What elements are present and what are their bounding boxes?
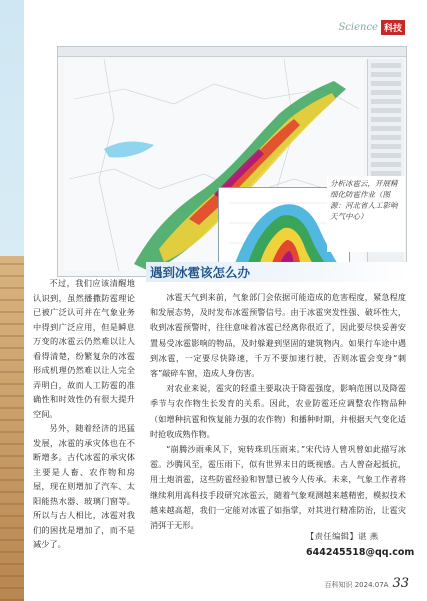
- section-label-cn: 科技: [381, 20, 405, 35]
- page-footer: [324, 576, 409, 591]
- article-body: [150, 290, 406, 533]
- figure-caption: 分析冰雹云，开展精细化防雹作业（图源：河北省人工影响天气中心）: [327, 176, 405, 252]
- article-paragraph-2: 对农业来说，雹灾的轻重主要取决于降雹强度，影响范围以及降雹季节与农作物生长发育的关系。因此，农业防雹还应调整农作物品种（如增种抗雹和恢复能力强的农作物）和播种时期，并根据天气变化适时抢收成熟作物。: [150, 383, 406, 439]
- responsible-editor: 【责任编辑】谌 燕: [306, 531, 379, 541]
- editor-email: 644245518@qq.com: [306, 547, 415, 558]
- city-wall-image: [0, 256, 24, 601]
- article-paragraph-3: “崩腾沙雨乘风下，宛转珠玑压雨来。”宋代诗人曾巩曾如此描写冰雹。沙腾风至，雹压雨下，似有世界末日的既视感。古人曾奋起抵抗，用土炮消雹，这些防雹经验和智慧已被今人传承。未来，气象工作者将继续利用高科技手段研究冰雹云，随着气象观测越来越精密，模拟技术越来越高超，我们一定能对冰雹了如指掌，对其进行精准防治，让雹灾消弭于无形。: [150, 444, 406, 531]
- decorative-photo-strip: [0, 0, 24, 601]
- article-section-title: 遇到冰雹该怎么办: [150, 265, 251, 280]
- left-paragraph-1: 不过，我们应该清醒地认识到，虽然播撒防雹理论已被广泛认可并在气象业务中得到广泛应用，但是瞬息万变的冰雹云仍然难以让人看得清楚，纷繁复杂的冰雹形成机理仍然难以让人完全弄明白，故而人工防雹的准确性和时效性仍有很大提升空间。: [33, 278, 135, 419]
- page-number: 33: [392, 576, 409, 591]
- magazine-issue: 百科知识 2024.07A: [324, 581, 389, 589]
- left-column: [33, 276, 135, 552]
- section-label-en: Science: [338, 22, 378, 33]
- article-paragraph-1: 冰雹天气到来前，气象部门会依据可能造成的危害程度，紧急程度和发展态势，及时发布冰雹预警信号。由于冰雹突发性强、破坏性大，收到冰雹预警时，往往意味着冰雹已经离你很近了，因此要尽快妥善安置易受冰雹影响的物品，及时躲避到坚固的建筑物内。如果行车途中遇到冰雹，一定要尽快降速，千万不要加速行驶，否则冰雹会变身“刺客”敲碎车窗，造成人身伤害。: [150, 292, 406, 379]
- section-header: [338, 20, 405, 35]
- left-paragraph-2: 另外，随着经济的迅猛发展，冰雹的承灾体也在不断增多。古代冰雹的承灾体主要是人畜、农作物和房屋，现在则增加了汽车、太阳能热水器、玻璃门窗等。所以与古人相比，冰雹对我们的困扰是增加了，而不是减少了。: [33, 423, 135, 549]
- figure-toolbar: [58, 47, 406, 57]
